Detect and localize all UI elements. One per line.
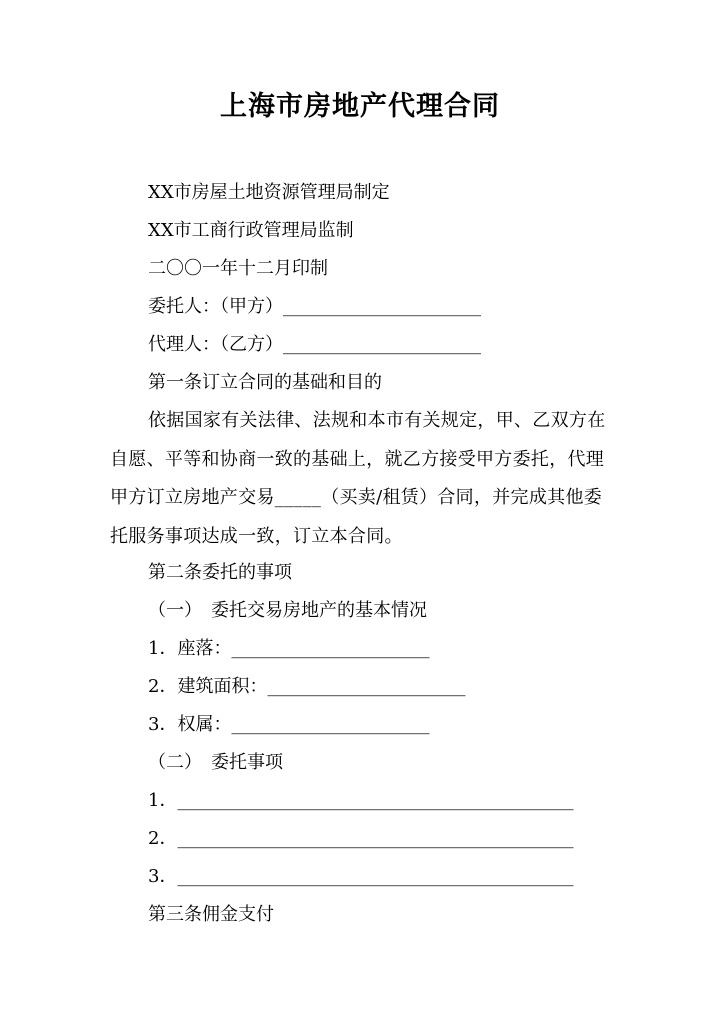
area-field: 2．建筑面积：______________________ <box>148 676 466 697</box>
agent-line: 代理人：（乙方）______________________ <box>148 334 481 355</box>
item-3-field: 3．____________________________________________ <box>148 866 574 887</box>
document-title: 上海市房地产代理合同 <box>220 91 500 122</box>
issuer-line: XX市房屋土地资源管理局制定 <box>148 182 390 203</box>
principal-line: 委托人：（甲方）______________________ <box>148 296 481 317</box>
article-3-heading: 第三条佣金支付 <box>148 904 274 925</box>
print-date-line: 二〇〇一年十二月印制 <box>148 258 328 279</box>
section-1-heading: （一） 委托交易房地产的基本情况 <box>148 600 427 621</box>
supervisor-line: XX市工商行政管理局监制 <box>148 220 354 241</box>
location-field: 1．座落：______________________ <box>148 638 430 659</box>
item-1-field: 1．____________________________________________ <box>148 790 574 811</box>
item-2-field: 2．____________________________________________ <box>148 828 574 849</box>
article-1-heading: 第一条订立合同的基础和目的 <box>148 372 382 393</box>
article-1-paragraph: 依据国家有关法律、法规和本市有关规定，甲、乙双方在自愿、平等和协商一致的基础上，就乙方接受甲方委托，代理甲方订立房地产交易_____（买卖/租赁）合同，并完成其他委托服务事项达成一致，订立本合同。 <box>110 410 606 547</box>
ownership-field: 3．权属：______________________ <box>148 714 430 735</box>
article-2-heading: 第二条委托的事项 <box>148 562 292 583</box>
section-2-heading: （二） 委托事项 <box>148 752 283 773</box>
